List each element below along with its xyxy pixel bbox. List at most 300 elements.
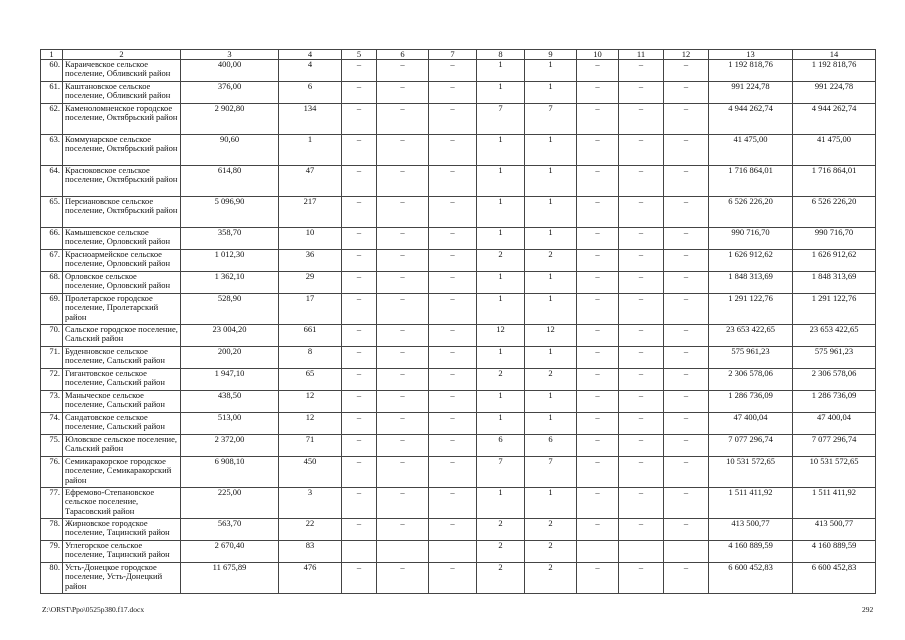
cell-c6: – [377, 413, 429, 435]
cell-c14: 1 192 818,76 [793, 60, 876, 82]
cell-c5: – [342, 250, 377, 272]
col-header: 10 [577, 50, 619, 60]
cell-c8: 1 [477, 135, 525, 166]
row-number: 76. [41, 457, 63, 488]
cell-c6: – [377, 82, 429, 104]
cell-c6: – [377, 250, 429, 272]
cell-c4: 12 [279, 391, 342, 413]
cell-c6: – [377, 457, 429, 488]
col-header: 3 [181, 50, 279, 60]
cell-c4: 83 [279, 541, 342, 563]
cell-c6: – [377, 228, 429, 250]
cell-c10: – [577, 250, 619, 272]
cell-c10: – [577, 104, 619, 135]
cell-c7: – [429, 228, 477, 250]
cell-c6: – [377, 135, 429, 166]
cell-c10: – [577, 347, 619, 369]
cell-c5: – [342, 413, 377, 435]
table-row [41, 541, 876, 563]
table-row [41, 166, 876, 197]
cell-c12: – [664, 457, 709, 488]
cell-c6: – [377, 60, 429, 82]
table-row [41, 325, 876, 347]
cell-c3: 376,00 [181, 82, 279, 104]
settlement-name: Красюковское сельское поселение, Октябрьский район [63, 166, 181, 197]
cell-c11: – [619, 272, 664, 294]
cell-c8: 7 [477, 104, 525, 135]
cell-c8: 1 [477, 60, 525, 82]
cell-c3: 225,00 [181, 488, 279, 519]
cell-c8: 7 [477, 457, 525, 488]
cell-c12: – [664, 250, 709, 272]
cell-c4: 476 [279, 563, 342, 594]
cell-c12: – [664, 488, 709, 519]
cell-c13: 1 848 313,69 [709, 272, 793, 294]
settlement-name: Семикаракорское городское поселение, Семикаракорский район [63, 457, 181, 488]
cell-c13: 23 653 422,65 [709, 325, 793, 347]
cell-c8: 1 [477, 413, 525, 435]
cell-c3: 90,60 [181, 135, 279, 166]
cell-c10: – [577, 391, 619, 413]
cell-c13: 4 160 889,59 [709, 541, 793, 563]
row-number: 63. [41, 135, 63, 166]
cell-c12: – [664, 135, 709, 166]
cell-c14: 1 626 912,62 [793, 250, 876, 272]
cell-c11: – [619, 563, 664, 594]
col-header: 8 [477, 50, 525, 60]
cell-c7 [429, 541, 477, 563]
cell-c5: – [342, 166, 377, 197]
table-row [41, 347, 876, 369]
cell-c11: – [619, 104, 664, 135]
cell-c9: 12 [525, 325, 577, 347]
cell-c3: 438,50 [181, 391, 279, 413]
cell-c14: 6 600 452,83 [793, 563, 876, 594]
cell-c14: 1 286 736,09 [793, 391, 876, 413]
cell-c5: – [342, 519, 377, 541]
settlement-name: Каштановское сельское поселение, Обливский район [63, 82, 181, 104]
cell-c13: 1 511 411,92 [709, 488, 793, 519]
cell-c5: – [342, 104, 377, 135]
settlement-name: Юловское сельское поселение, Сальский район [63, 435, 181, 457]
cell-c7: – [429, 488, 477, 519]
cell-c3: 23 004,20 [181, 325, 279, 347]
table-row [41, 457, 876, 488]
cell-c11 [619, 541, 664, 563]
table-row [41, 272, 876, 294]
cell-c10: – [577, 563, 619, 594]
table-row [41, 294, 876, 325]
settlement-name: Сальское городское поселение, Сальский район [63, 325, 181, 347]
cell-c4: 661 [279, 325, 342, 347]
cell-c4: 71 [279, 435, 342, 457]
cell-c5: – [342, 135, 377, 166]
cell-c8: 2 [477, 519, 525, 541]
cell-c10: – [577, 166, 619, 197]
cell-c6: – [377, 488, 429, 519]
cell-c10: – [577, 294, 619, 325]
table-row [41, 197, 876, 228]
row-number: 67. [41, 250, 63, 272]
row-number: 75. [41, 435, 63, 457]
cell-c7: – [429, 347, 477, 369]
cell-c9: 6 [525, 435, 577, 457]
cell-c5: – [342, 391, 377, 413]
cell-c14: 1 716 864,01 [793, 166, 876, 197]
cell-c6: – [377, 347, 429, 369]
row-number: 61. [41, 82, 63, 104]
cell-c6: – [377, 104, 429, 135]
cell-c13: 1 192 818,76 [709, 60, 793, 82]
col-header: 13 [709, 50, 793, 60]
cell-c11: – [619, 166, 664, 197]
settlement-name: Буденновское сельское поселение, Сальский район [63, 347, 181, 369]
cell-c10: – [577, 135, 619, 166]
cell-c10: – [577, 197, 619, 228]
cell-c13: 10 531 572,65 [709, 457, 793, 488]
cell-c7: – [429, 435, 477, 457]
cell-c5: – [342, 228, 377, 250]
col-header: 2 [63, 50, 181, 60]
settlement-name: Караичевское сельское поселение, Обливский район [63, 60, 181, 82]
cell-c11: – [619, 435, 664, 457]
cell-c5: – [342, 347, 377, 369]
cell-c14: 1 291 122,76 [793, 294, 876, 325]
cell-c7: – [429, 166, 477, 197]
cell-c11: – [619, 135, 664, 166]
cell-c8: 1 [477, 294, 525, 325]
cell-c4: 6 [279, 82, 342, 104]
cell-c3: 11 675,89 [181, 563, 279, 594]
cell-c13: 7 077 296,74 [709, 435, 793, 457]
cell-c12: – [664, 294, 709, 325]
cell-c14: 2 306 578,06 [793, 369, 876, 391]
cell-c13: 413 500,77 [709, 519, 793, 541]
cell-c3: 358,70 [181, 228, 279, 250]
cell-c7: – [429, 82, 477, 104]
row-number: 71. [41, 347, 63, 369]
cell-c13: 6 600 452,83 [709, 563, 793, 594]
cell-c7: – [429, 413, 477, 435]
cell-c12: – [664, 413, 709, 435]
cell-c13: 575 961,23 [709, 347, 793, 369]
cell-c11: – [619, 325, 664, 347]
row-number: 79. [41, 541, 63, 563]
cell-c12: – [664, 272, 709, 294]
settlement-name: Красноармейское сельское поселение, Орловский район [63, 250, 181, 272]
col-header: 14 [793, 50, 876, 60]
col-header: 9 [525, 50, 577, 60]
cell-c9: 1 [525, 347, 577, 369]
cell-c12: – [664, 82, 709, 104]
cell-c10: – [577, 457, 619, 488]
cell-c5: – [342, 457, 377, 488]
cell-c6: – [377, 435, 429, 457]
cell-c14: 7 077 296,74 [793, 435, 876, 457]
cell-c14: 1 848 313,69 [793, 272, 876, 294]
cell-c6 [377, 541, 429, 563]
settlement-name: Орловское сельское поселение, Орловский район [63, 272, 181, 294]
cell-c10: – [577, 519, 619, 541]
table-row [41, 135, 876, 166]
cell-c7: – [429, 197, 477, 228]
cell-c11: – [619, 60, 664, 82]
cell-c4: 10 [279, 228, 342, 250]
cell-c6: – [377, 369, 429, 391]
cell-c14: 990 716,70 [793, 228, 876, 250]
settlement-name: Персиановское сельское поселение, Октябрьский район [63, 197, 181, 228]
cell-c13: 4 944 262,74 [709, 104, 793, 135]
cell-c12: – [664, 435, 709, 457]
cell-c8: 2 [477, 369, 525, 391]
cell-c13: 6 526 226,20 [709, 197, 793, 228]
cell-c12: – [664, 60, 709, 82]
row-number: 66. [41, 228, 63, 250]
cell-c7: – [429, 391, 477, 413]
cell-c12: – [664, 228, 709, 250]
cell-c5: – [342, 60, 377, 82]
cell-c9: 1 [525, 272, 577, 294]
settlement-name: Сандатовское сельское поселение, Сальский район [63, 413, 181, 435]
cell-c13: 990 716,70 [709, 228, 793, 250]
cell-c4: 47 [279, 166, 342, 197]
row-number: 77. [41, 488, 63, 519]
cell-c7: – [429, 104, 477, 135]
cell-c13: 1 286 736,09 [709, 391, 793, 413]
cell-c7: – [429, 457, 477, 488]
table-row [41, 435, 876, 457]
cell-c9: 2 [525, 369, 577, 391]
cell-c7: – [429, 250, 477, 272]
table-row [41, 250, 876, 272]
cell-c6: – [377, 519, 429, 541]
cell-c8: 1 [477, 272, 525, 294]
row-number: 69. [41, 294, 63, 325]
cell-c9: 7 [525, 104, 577, 135]
cell-c9: 1 [525, 228, 577, 250]
cell-c12: – [664, 325, 709, 347]
row-number: 62. [41, 104, 63, 135]
cell-c3: 1 012,30 [181, 250, 279, 272]
cell-c11: – [619, 488, 664, 519]
cell-c14: 4 944 262,74 [793, 104, 876, 135]
table-row [41, 519, 876, 541]
row-number: 70. [41, 325, 63, 347]
cell-c9: 2 [525, 541, 577, 563]
row-number: 64. [41, 166, 63, 197]
settlement-name: Коммунарское сельское поселение, Октябрьский район [63, 135, 181, 166]
cell-c8: 1 [477, 197, 525, 228]
settlement-name: Жирновское городское поселение, Тацинский район [63, 519, 181, 541]
cell-c11: – [619, 347, 664, 369]
table-row [41, 82, 876, 104]
cell-c10: – [577, 82, 619, 104]
cell-c5: – [342, 197, 377, 228]
cell-c13: 1 291 122,76 [709, 294, 793, 325]
cell-c12: – [664, 166, 709, 197]
cell-c4: 29 [279, 272, 342, 294]
cell-c10: – [577, 435, 619, 457]
cell-c6: – [377, 563, 429, 594]
cell-c12: – [664, 563, 709, 594]
cell-c3: 2 902,80 [181, 104, 279, 135]
cell-c12: – [664, 347, 709, 369]
cell-c7: – [429, 60, 477, 82]
cell-c5: – [342, 294, 377, 325]
cell-c8: 1 [477, 488, 525, 519]
cell-c7: – [429, 519, 477, 541]
cell-c13: 1 716 864,01 [709, 166, 793, 197]
cell-c12: – [664, 104, 709, 135]
cell-c9: 1 [525, 413, 577, 435]
cell-c8: 2 [477, 541, 525, 563]
cell-c10: – [577, 325, 619, 347]
row-number: 74. [41, 413, 63, 435]
cell-c10: – [577, 272, 619, 294]
row-number: 78. [41, 519, 63, 541]
cell-c10: – [577, 413, 619, 435]
cell-c7: – [429, 325, 477, 347]
cell-c8: 2 [477, 250, 525, 272]
cell-c4: 65 [279, 369, 342, 391]
cell-c4: 3 [279, 488, 342, 519]
settlement-name: Гигантовское сельское поселение, Сальский район [63, 369, 181, 391]
cell-c13: 1 626 912,62 [709, 250, 793, 272]
page-number: 292 [862, 605, 874, 614]
cell-c11: – [619, 250, 664, 272]
cell-c11: – [619, 294, 664, 325]
cell-c8: 2 [477, 563, 525, 594]
cell-c6: – [377, 166, 429, 197]
cell-c9: 1 [525, 82, 577, 104]
cell-c14: 47 400,04 [793, 413, 876, 435]
cell-c11: – [619, 519, 664, 541]
cell-c11: – [619, 228, 664, 250]
cell-c4: 8 [279, 347, 342, 369]
table-row [41, 413, 876, 435]
cell-c9: 1 [525, 391, 577, 413]
cell-c11: – [619, 369, 664, 391]
cell-c6: – [377, 197, 429, 228]
cell-c3: 614,80 [181, 166, 279, 197]
cell-c11: – [619, 82, 664, 104]
row-number: 80. [41, 563, 63, 594]
cell-c8: 1 [477, 166, 525, 197]
cell-c4: 134 [279, 104, 342, 135]
cell-c3: 563,70 [181, 519, 279, 541]
cell-c5: – [342, 435, 377, 457]
col-header: 6 [377, 50, 429, 60]
cell-c6: – [377, 325, 429, 347]
table-row [41, 228, 876, 250]
cell-c9: 1 [525, 135, 577, 166]
cell-c14: 6 526 226,20 [793, 197, 876, 228]
cell-c5: – [342, 369, 377, 391]
cell-c14: 4 160 889,59 [793, 541, 876, 563]
cell-c4: 17 [279, 294, 342, 325]
cell-c11: – [619, 391, 664, 413]
cell-c4: 4 [279, 60, 342, 82]
row-number: 73. [41, 391, 63, 413]
cell-c9: 2 [525, 563, 577, 594]
table-row [41, 391, 876, 413]
cell-c10: – [577, 488, 619, 519]
settlement-name: Углегорское сельское поселение, Тацинский район [63, 541, 181, 563]
cell-c5: – [342, 272, 377, 294]
cell-c5 [342, 541, 377, 563]
cell-c7: – [429, 135, 477, 166]
col-header: 5 [342, 50, 377, 60]
cell-c14: 23 653 422,65 [793, 325, 876, 347]
cell-c14: 413 500,77 [793, 519, 876, 541]
table-row [41, 104, 876, 135]
cell-c9: 1 [525, 488, 577, 519]
data-table [40, 49, 876, 594]
cell-c7: – [429, 294, 477, 325]
cell-c8: 6 [477, 435, 525, 457]
cell-c8: 1 [477, 391, 525, 413]
cell-c9: 7 [525, 457, 577, 488]
settlement-name: Усть-Донецкое городское поселение, Усть-Донецкий район [63, 563, 181, 594]
cell-c12: – [664, 391, 709, 413]
col-header: 7 [429, 50, 477, 60]
cell-c9: 1 [525, 60, 577, 82]
table-row [41, 60, 876, 82]
settlement-name: Пролетарское городское поселение, Пролетарский район [63, 294, 181, 325]
cell-c13: 991 224,78 [709, 82, 793, 104]
cell-c3: 1 362,10 [181, 272, 279, 294]
cell-c6: – [377, 294, 429, 325]
cell-c3: 400,00 [181, 60, 279, 82]
cell-c9: 2 [525, 250, 577, 272]
cell-c7: – [429, 272, 477, 294]
cell-c14: 41 475,00 [793, 135, 876, 166]
cell-c9: 1 [525, 197, 577, 228]
cell-c12: – [664, 519, 709, 541]
cell-c14: 1 511 411,92 [793, 488, 876, 519]
cell-c5: – [342, 325, 377, 347]
col-header: 4 [279, 50, 342, 60]
cell-c4: 217 [279, 197, 342, 228]
cell-c9: 1 [525, 294, 577, 325]
cell-c9: 1 [525, 166, 577, 197]
cell-c5: – [342, 488, 377, 519]
cell-c13: 41 475,00 [709, 135, 793, 166]
column-number-row [41, 50, 876, 60]
file-path: Z:\ORST\Ppo\0525p380.f17.docx [42, 605, 145, 614]
cell-c4: 22 [279, 519, 342, 541]
cell-c13: 2 306 578,06 [709, 369, 793, 391]
cell-c3: 1 947,10 [181, 369, 279, 391]
cell-c5: – [342, 82, 377, 104]
col-header: 1 [41, 50, 63, 60]
cell-c7: – [429, 563, 477, 594]
row-number: 60. [41, 60, 63, 82]
cell-c6: – [377, 391, 429, 413]
row-number: 68. [41, 272, 63, 294]
cell-c12: – [664, 197, 709, 228]
cell-c4: 1 [279, 135, 342, 166]
cell-c12: – [664, 369, 709, 391]
cell-c4: 450 [279, 457, 342, 488]
cell-c3: 2 372,00 [181, 435, 279, 457]
cell-c3: 200,20 [181, 347, 279, 369]
col-header: 12 [664, 50, 709, 60]
cell-c14: 575 961,23 [793, 347, 876, 369]
cell-c3: 6 908,10 [181, 457, 279, 488]
cell-c8: 12 [477, 325, 525, 347]
cell-c8: 1 [477, 347, 525, 369]
